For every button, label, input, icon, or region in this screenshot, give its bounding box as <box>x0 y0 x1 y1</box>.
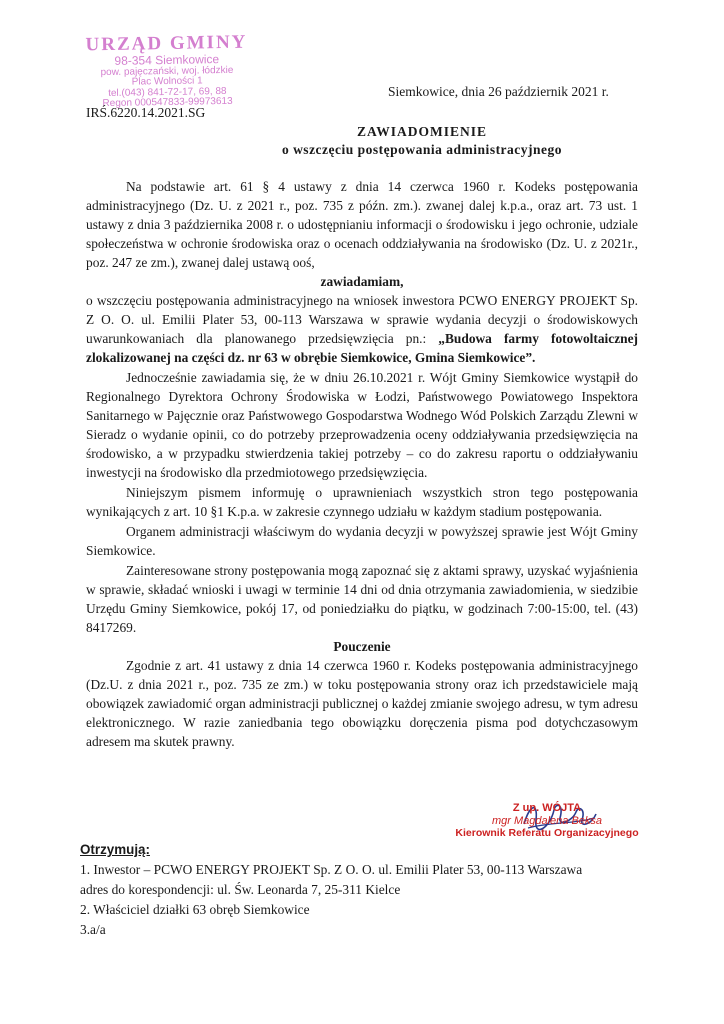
stamp-line: Plac Wolności 1 <box>131 75 203 88</box>
recipients-section <box>80 840 680 940</box>
paragraph-party-rights: Niniejszym pismem informuję o uprawnieniach wszystkich stron tego postępowania wynikających z art. 10 §1 K.p.a. w zakresie czynnego udziału w każdym stadium postępowania. <box>86 485 638 519</box>
initiation-text: o wszczęciu postępowania administracyjnego na wniosek inwestora PCWO ENERGY PROJEKT Sp. Z O. O. ul. Emilii Plater 53, 00-113 Warszawa w sprawie wydania decyzji o środowiskowych uwarunkowaniach dla planowanego przedsięwzięcia pn.: <box>86 293 638 346</box>
office-stamp <box>61 32 272 110</box>
paragraph-initiation <box>86 291 638 367</box>
stamp-line: pow. pajęczański, woj. łódzkie <box>100 64 234 78</box>
paragraph-legal-basis: Na podstawie art. 61 § 4 ustawy z dnia 14 czerwca 1960 r. Kodeks postępowania administracyjnego (Dz. U. z 2021 r., poz. 735 z późn. zm.). zwanej dalej k.p.a., oraz art. 73 ust. 1 ustawy z dnia 3 października 2008 r. o udostępnianiu informacji o środowisku i jego ochronie, udziale społeczeństwa w ochronie środowiska oraz o ocenach oddziaływania na środowisko (Dz. U. z 2021r., poz. 247 ze zm.), zwanej dalej ustawą ooś, <box>86 179 638 270</box>
project-name: „Budowa farmy fotowoltaicznej zlokalizowanej na części dz. nr 63 w obrębie Siemkowice, Gmina Siemkowice”. <box>86 331 639 365</box>
recipient-item: 2. Właściciel działki 63 obręb Siemkowice <box>80 902 310 917</box>
paragraph-instruction: Zgodnie z art. 41 ustawy z dnia 14 czerwca 1960 r. Kodeks postępowania administracyjnego (Dz.U. z dnia 2021 r., poz. 735 ze zm.) w toku postępowania strony oraz ich przedstawiciele mają obowiązek zawiadomić organ administracji publicznej o każdej zmianie swojego adresu, w tym adresu elektronicznego. W razie zaniedbania tego obowiązku doręczenia pisma pod dotychczasowym adresem ma skutek prawny. <box>86 658 638 749</box>
recipients-heading: Otrzymują: <box>80 842 150 857</box>
stamp-line: 98-354 Siemkowice <box>114 52 220 68</box>
signature-stamp <box>452 802 642 839</box>
stamp-line: Regon 000547833-99973613 <box>102 95 233 110</box>
recipient-item: 1. Inwestor – PCWO ENERGY PROJEKT Sp. Z O. O. ul. Emilii Plater 53, 00-113 Warszawa <box>80 862 583 877</box>
place-and-date: Siemkowice, dnia 26 październik 2021 r. <box>388 84 609 99</box>
case-number: IRŚ.6220.14.2021.SG <box>86 105 206 120</box>
recipient-item: 3.a/a <box>80 922 106 937</box>
document-title: ZAWIADOMIENIE <box>356 124 488 139</box>
signatory-position: Kierownik Referatu Organizacyjnego <box>455 827 639 840</box>
signatory-name: mgr Magdalena Beksa <box>491 814 603 827</box>
recipient-item: adres do korespondencji: ul. Św. Leonarda 7, 25-311 Kielce <box>80 882 401 897</box>
document-body <box>86 177 638 751</box>
instruction-heading: Pouczenie <box>333 639 391 654</box>
document-subtitle: o wszczęciu postępowania administracyjnego <box>281 142 563 157</box>
paragraph-authority: Organem administracji właściwym do wydania decyzji w powyższej sprawie jest Wójt Gminy Siemkowice. <box>86 524 638 558</box>
announcement-word: zawiadamiam, <box>320 274 404 289</box>
stamp-line: tel.(043) 841-72-17, 69, 88 <box>108 85 227 99</box>
paragraph-opinion-request: Jednocześnie zawiadamia się, że w dniu 26.10.2021 r. Wójt Gminy Siemkowice wystąpił do Regionalnego Dyrektora Ochrony Środowiska w Łodzi, Państwowego Powiatowego Inspektora Sanitarnego w Pajęcznie oraz Państwowego Gospodarstwa Wodnego Wód Polskich Zarządu Zlewni w Sieradz o wydanie opinii, co do potrzeby przeprowadzenia oceny oddziaływania przedsięwzięcia na środowisko, a w przypadku stwierdzenia takiej potrzeby – co do zakresu raportu o oddziaływaniu inwestycji na środowisko dla przedmiotowego przedsięwzięcia. <box>86 370 638 480</box>
signature-authority: Z up. WÓJTA <box>512 802 582 814</box>
paragraph-access-files: Zainteresowane strony postępowania mogą zapoznać się z aktami sprawy, uzyskać wyjaśnienia w sprawie, składać wnioski i uwagi w terminie 14 dni od dnia otrzymania zawiadomienia, w siedzibie Urzędu Gminy Siemkowice, pokój 17, od poniedziałku do piątku, w godzinach 7:00-15:00, tel. (43) 8417269. <box>86 563 638 635</box>
stamp-title: URZĄD GMINY <box>85 31 248 56</box>
